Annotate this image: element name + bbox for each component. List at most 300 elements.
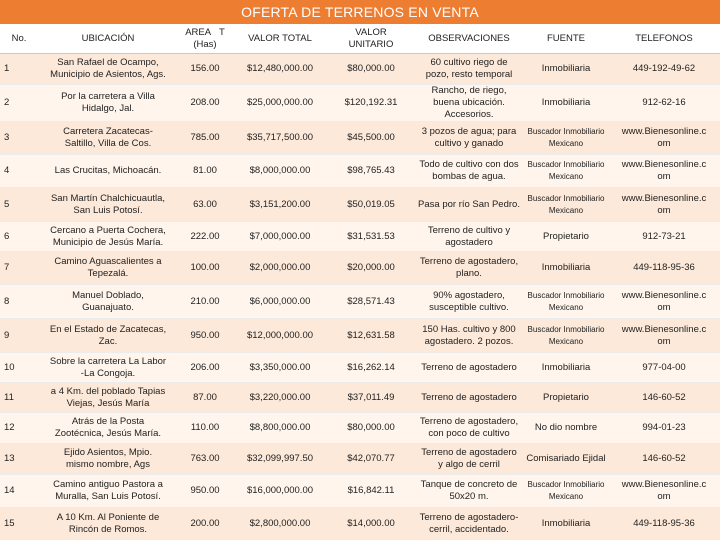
ubicacion-line1: Manuel Doblado, <box>72 289 144 301</box>
header-no: No. <box>0 24 38 54</box>
area-value: 785.00 <box>190 132 220 143</box>
observaciones-line2: agostadero. 2 pozos. <box>424 335 514 347</box>
ubicacion-line1: En el Estado de Zacatecas, <box>49 323 167 335</box>
cell-fuente <box>524 444 608 475</box>
valor-unitario-value: $120,192.31 <box>344 97 398 108</box>
fuente-line2: Mexicano <box>548 336 584 346</box>
fuente-line1: Inmobiliaria <box>541 262 591 273</box>
cell-ubicacion <box>38 319 178 353</box>
observaciones-line1: 150 Has. cultivo y 800 <box>422 323 516 335</box>
observaciones-line2: con poco de cultivo <box>428 428 510 439</box>
ubicacion-line2: Zootécnica, Jesús María. <box>54 428 162 439</box>
cell-telefonos <box>608 85 720 122</box>
ubicacion-line2: Muralla, San Luis Potosí. <box>55 491 161 502</box>
valor-total-value: $8,000,000.00 <box>249 165 311 176</box>
table-body <box>0 54 720 540</box>
valor-total-value: $7,000,000.00 <box>249 230 311 242</box>
valor-total-value: $2,000,000.00 <box>249 262 311 273</box>
observaciones-line3: Accesorios. <box>444 109 494 120</box>
cell-telefonos <box>608 252 720 285</box>
telefono-line1: www.Bienesonline.c <box>621 126 707 137</box>
cell-ubicacion <box>38 285 178 319</box>
cell-valor-unitario <box>328 155 414 188</box>
table-row <box>0 54 720 85</box>
valor-unitario-value: $16,842.11 <box>347 485 395 496</box>
header-valor-unitario-line1: VALOR <box>355 26 387 38</box>
fuente-line1: Buscador Inmobiliario <box>527 127 605 136</box>
observaciones-line1: Terreno de agostadero <box>421 447 517 458</box>
cell-telefonos <box>608 475 720 508</box>
observaciones-line1: Terreno de agostadero, <box>419 416 519 427</box>
telefono-line1: 146-60-52 <box>642 391 686 403</box>
valor-total-value: $25,000,000.00 <box>246 97 314 108</box>
table-row <box>0 122 720 155</box>
cell-observaciones <box>414 383 524 413</box>
cell-telefonos <box>608 122 720 155</box>
cell-area <box>178 444 232 475</box>
cell-area <box>178 383 232 413</box>
cell-area <box>178 319 232 353</box>
cell-valor-total <box>232 508 328 540</box>
fuente-line2: Mexicano <box>548 139 584 148</box>
cell-observaciones <box>414 155 524 188</box>
cell-valor-unitario <box>328 122 414 155</box>
fuente-line1: No dio nombre <box>534 422 598 433</box>
ubicacion-line1: Sobre la carretera La Labor <box>49 355 167 367</box>
cell-valor-total <box>232 353 328 383</box>
telefono-line1: 994-01-23 <box>642 422 686 433</box>
cell-telefonos <box>608 508 720 540</box>
ubicacion-line1: Cercano a Puerta Cochera, <box>50 224 166 236</box>
row-number: 1 <box>4 63 10 74</box>
cell-observaciones <box>414 285 524 319</box>
telefono-line1: 146-60-52 <box>642 453 686 464</box>
table-row <box>0 252 720 285</box>
telefono-line2: om <box>657 171 671 182</box>
telefono-line2: om <box>657 491 671 502</box>
cell-telefonos <box>608 444 720 475</box>
table-row <box>0 508 720 540</box>
cell-valor-total <box>232 475 328 508</box>
valor-unitario-value: $28,571.43 <box>347 295 395 307</box>
fuente-line1: Inmobiliaria <box>541 63 591 74</box>
cell-telefonos <box>608 353 720 383</box>
cell-valor-unitario <box>328 285 414 319</box>
cell-no <box>0 85 38 122</box>
observaciones-line1: Todo de cultivo con dos <box>419 159 519 170</box>
observaciones-line1: Terreno de cultivo y <box>427 224 511 236</box>
cell-ubicacion <box>38 475 178 508</box>
ubicacion-line2: San Luis Potosí. <box>73 204 143 216</box>
area-value: 950.00 <box>190 485 220 496</box>
telefono-line1: 449-192-49-62 <box>632 63 696 74</box>
fuente-line2: Mexicano <box>548 302 584 312</box>
telefono-line2: om <box>657 204 671 216</box>
row-number: 4 <box>4 165 10 176</box>
cell-area <box>178 252 232 285</box>
table-row <box>0 383 720 413</box>
cell-area <box>178 475 232 508</box>
row-number: 6 <box>4 230 10 242</box>
cell-area <box>178 353 232 383</box>
valor-total-value: $32,099,997.50 <box>246 453 314 464</box>
cell-valor-total <box>232 413 328 444</box>
cell-valor-unitario <box>328 85 414 122</box>
area-value: 63.00 <box>193 198 217 210</box>
area-value: 81.00 <box>193 165 217 176</box>
cell-valor-unitario <box>328 222 414 252</box>
cell-observaciones <box>414 85 524 122</box>
cell-valor-total <box>232 54 328 85</box>
valor-total-value: $2,800,000.00 <box>249 517 311 529</box>
valor-unitario-value: $80,000.00 <box>347 422 395 433</box>
ubicacion-line2: Zac. <box>98 335 118 347</box>
ubicacion-line2: Saltillo, Villa de Cos. <box>64 138 152 149</box>
fuente-line1: Buscador Inmobiliario <box>527 160 605 169</box>
cell-telefonos <box>608 188 720 222</box>
row-number: 9 <box>4 329 10 341</box>
ubicacion-line2: mismo nombre, Ags <box>66 459 150 470</box>
cell-ubicacion <box>38 222 178 252</box>
cell-no <box>0 155 38 188</box>
cell-area <box>178 122 232 155</box>
cell-no <box>0 188 38 222</box>
table-row <box>0 475 720 508</box>
cell-no <box>0 222 38 252</box>
ubicacion-line2: Tepezalá. <box>87 268 129 279</box>
cell-fuente <box>524 508 608 540</box>
observaciones-line2: bombas de agua. <box>432 171 506 182</box>
area-value: 763.00 <box>190 453 220 464</box>
row-number: 5 <box>4 198 10 210</box>
area-value: 200.00 <box>190 517 220 529</box>
cell-observaciones <box>414 444 524 475</box>
valor-total-value: $35,717,500.00 <box>246 132 314 143</box>
fuente-line2: Mexicano <box>548 205 584 215</box>
cell-valor-total <box>232 188 328 222</box>
observaciones-line2: pozo, resto temporal <box>425 69 513 80</box>
area-value: 210.00 <box>190 295 220 307</box>
cell-ubicacion <box>38 188 178 222</box>
area-value: 110.00 <box>190 422 220 433</box>
cell-valor-total <box>232 122 328 155</box>
area-value: 950.00 <box>190 329 220 341</box>
area-value: 100.00 <box>190 262 220 273</box>
fuente-line1: Comisariado Ejidal <box>526 453 606 464</box>
header-area-unit: (Has) <box>193 38 217 50</box>
telefono-line1: www.Bienesonline.c <box>621 159 707 170</box>
row-number: 8 <box>4 295 10 307</box>
cell-no <box>0 319 38 353</box>
fuente-line2: Mexicano <box>548 492 584 501</box>
observaciones-line1: Terreno de agostadero <box>421 391 517 403</box>
valor-unitario-value: $31,531.53 <box>347 230 395 242</box>
cell-fuente <box>524 85 608 122</box>
ubicacion-line1: San Martín Chalchicuautla, <box>50 192 166 204</box>
cell-telefonos <box>608 222 720 252</box>
ubicacion-line1: Camino antiguo Pastora a <box>53 479 163 490</box>
cell-fuente <box>524 155 608 188</box>
cell-no <box>0 252 38 285</box>
valor-total-value: $3,350,000.00 <box>249 361 311 373</box>
cell-area <box>178 155 232 188</box>
observaciones-line2: y algo de cerril <box>438 459 500 470</box>
cell-fuente <box>524 222 608 252</box>
cell-no <box>0 413 38 444</box>
valor-total-value: $16,000,000.00 <box>246 485 314 496</box>
cell-observaciones <box>414 475 524 508</box>
table-row <box>0 319 720 353</box>
header-ubicacion: UBICACIÓN <box>38 24 178 54</box>
ubicacion-line1: San Rafael de Ocampo, <box>57 57 159 68</box>
cell-telefonos <box>608 54 720 85</box>
ubicacion-line2: Municipio de Asientos, Ags. <box>50 69 166 80</box>
valor-unitario-value: $16,262.14 <box>347 361 395 373</box>
cell-valor-total <box>232 252 328 285</box>
observaciones-line1: Terreno de agostadero <box>421 361 517 373</box>
telefono-line1: 912-62-16 <box>642 97 686 108</box>
cell-observaciones <box>414 508 524 540</box>
cell-observaciones <box>414 54 524 85</box>
header-row <box>0 24 720 54</box>
telefono-line1: 912-73-21 <box>642 230 686 242</box>
table-row <box>0 413 720 444</box>
cell-fuente <box>524 285 608 319</box>
header-valor-unitario-line2: UNITARIO <box>348 38 394 50</box>
valor-unitario-value: $14,000.00 <box>347 517 395 529</box>
cell-valor-unitario <box>328 413 414 444</box>
row-number: 10 <box>4 361 15 373</box>
cell-valor-total <box>232 444 328 475</box>
ubicacion-line2: -La Congoja. <box>80 367 136 379</box>
ubicacion-line2: Viejas, Jesús María <box>66 397 150 409</box>
cell-area <box>178 85 232 122</box>
observaciones-line2: agostadero <box>445 236 493 248</box>
row-number: 15 <box>4 517 15 529</box>
cell-telefonos <box>608 285 720 319</box>
area-value: 87.00 <box>193 391 217 403</box>
ubicacion-line2: Guanajuato. <box>82 301 134 313</box>
header-valor-unitario <box>328 24 414 54</box>
cell-area <box>178 508 232 540</box>
cell-ubicacion <box>38 444 178 475</box>
valor-unitario-value: $20,000.00 <box>347 262 395 273</box>
observaciones-line1: 90% agostadero, <box>433 289 505 301</box>
cell-ubicacion <box>38 508 178 540</box>
table-row <box>0 285 720 319</box>
observaciones-line2: 50x20 m. <box>449 491 489 502</box>
valor-unitario-value: $45,500.00 <box>347 132 395 143</box>
table-row <box>0 155 720 188</box>
ubicacion-line1: Por la carretera a Villa <box>61 91 155 102</box>
valor-total-value: $3,151,200.00 <box>249 198 311 210</box>
cell-no <box>0 475 38 508</box>
cell-valor-unitario <box>328 353 414 383</box>
cell-telefonos <box>608 413 720 444</box>
ubicacion-line1: Atrás de la Posta <box>71 416 145 427</box>
cell-no <box>0 122 38 155</box>
valor-unitario-value: $98,765.43 <box>347 165 395 176</box>
observaciones-line1: Terreno de agostadero, <box>419 256 519 267</box>
cell-observaciones <box>414 222 524 252</box>
cell-fuente <box>524 353 608 383</box>
observaciones-line1: Pasa por río San Pedro. <box>418 198 520 210</box>
ubicacion-line2: Hidalgo, Jal. <box>81 103 135 114</box>
row-number: 12 <box>4 422 15 433</box>
ubicacion-line1: Ejido Asientos, Mpio. <box>63 447 153 458</box>
header-fuente: FUENTE <box>524 24 608 54</box>
observaciones-line1: Tanque de concreto de <box>420 479 518 490</box>
cell-valor-unitario <box>328 383 414 413</box>
valor-unitario-value: $12,631.58 <box>347 329 395 341</box>
cell-no <box>0 444 38 475</box>
cell-ubicacion <box>38 252 178 285</box>
cell-valor-total <box>232 319 328 353</box>
cell-ubicacion <box>38 54 178 85</box>
fuente-line1: Propietario <box>543 230 589 242</box>
land-offer-table <box>0 24 720 540</box>
fuente-line1: Buscador Inmobiliario <box>527 480 605 489</box>
observaciones-line2: buena ubicación. <box>433 97 505 108</box>
observaciones-line1: Terreno de agostadero- <box>419 511 519 523</box>
ubicacion-line2: Rincón de Romos. <box>68 523 148 535</box>
cell-observaciones <box>414 188 524 222</box>
cell-area <box>178 285 232 319</box>
valor-total-value: $6,000,000.00 <box>249 295 311 307</box>
valor-total-value: $8,800,000.00 <box>249 422 311 433</box>
ubicacion-line2: Municipio de Jesús María. <box>52 236 164 248</box>
cell-fuente <box>524 319 608 353</box>
cell-valor-total <box>232 155 328 188</box>
telefono-line1: www.Bienesonline.c <box>621 479 707 490</box>
cell-no <box>0 508 38 540</box>
table-row <box>0 222 720 252</box>
cell-observaciones <box>414 413 524 444</box>
row-number: 13 <box>4 453 15 464</box>
fuente-line2: Mexicano <box>548 172 584 181</box>
table-row <box>0 188 720 222</box>
row-number: 7 <box>4 262 10 273</box>
observaciones-line2: susceptible cultivo. <box>429 301 509 313</box>
observaciones-line2: plano. <box>456 268 482 279</box>
cell-fuente <box>524 383 608 413</box>
ubicacion-line1: Carretera Zacatecas- <box>63 126 153 137</box>
cell-area <box>178 413 232 444</box>
fuente-line1: Buscador Inmobiliario <box>527 324 605 334</box>
valor-total-value: $3,220,000.00 <box>249 391 311 403</box>
header-area-label: AREA <box>185 26 212 38</box>
observaciones-line2: cultivo y ganado <box>434 138 504 149</box>
fuente-line1: Inmobiliaria <box>541 517 591 529</box>
ubicacion-line1: Las Crucitas, Michoacán. <box>54 165 162 176</box>
area-value: 222.00 <box>190 230 220 242</box>
cell-valor-unitario <box>328 444 414 475</box>
cell-no <box>0 383 38 413</box>
header-area <box>178 24 232 54</box>
cell-valor-total <box>232 285 328 319</box>
area-value: 206.00 <box>190 361 220 373</box>
cell-telefonos <box>608 319 720 353</box>
fuente-line1: Buscador Inmobiliario <box>527 193 605 203</box>
cell-valor-unitario <box>328 188 414 222</box>
fuente-line1: Inmobiliaria <box>541 97 591 108</box>
telefono-line1: 977-04-00 <box>642 361 686 373</box>
valor-total-value: $12,480,000.00 <box>246 63 314 74</box>
fuente-line1: Propietario <box>543 391 589 403</box>
cell-valor-total <box>232 222 328 252</box>
cell-ubicacion <box>38 353 178 383</box>
ubicacion-line1: A 10 Km. Al Poniente de <box>56 511 160 523</box>
cell-valor-total <box>232 383 328 413</box>
cell-area <box>178 188 232 222</box>
telefono-line1: www.Bienesonline.c <box>621 192 707 204</box>
cell-area <box>178 54 232 85</box>
telefono-line2: om <box>657 301 671 313</box>
page-title: OFERTA DE TERRENOS EN VENTA <box>0 0 720 24</box>
cell-fuente <box>524 475 608 508</box>
table-row <box>0 353 720 383</box>
telefono-line2: om <box>657 335 671 347</box>
cell-ubicacion <box>38 122 178 155</box>
cell-ubicacion <box>38 413 178 444</box>
telefono-line1: www.Bienesonline.c <box>621 289 707 301</box>
fuente-line1: Inmobiliaria <box>541 361 591 373</box>
cell-no <box>0 285 38 319</box>
cell-observaciones <box>414 252 524 285</box>
area-value: 208.00 <box>190 97 220 108</box>
ubicacion-line1: Camino Aguascalientes a <box>54 256 162 267</box>
cell-ubicacion <box>38 155 178 188</box>
cell-valor-unitario <box>328 508 414 540</box>
cell-valor-unitario <box>328 319 414 353</box>
observaciones-line1: 60 cultivo riego de <box>430 57 508 68</box>
telefono-line1: 449-118-95-36 <box>633 262 695 273</box>
cell-ubicacion <box>38 383 178 413</box>
valor-unitario-value: $50,019.05 <box>347 198 395 210</box>
cell-fuente <box>524 413 608 444</box>
cell-fuente <box>524 188 608 222</box>
valor-unitario-value: $37,011.49 <box>347 391 395 403</box>
valor-unitario-value: $80,000.00 <box>347 63 395 74</box>
observaciones-line2: cerril, accidentado. <box>429 523 509 535</box>
cell-valor-unitario <box>328 54 414 85</box>
row-number: 14 <box>4 485 15 496</box>
header-valor-total: VALOR TOTAL <box>232 24 328 54</box>
cell-observaciones <box>414 122 524 155</box>
area-value: 156.00 <box>190 63 220 74</box>
cell-ubicacion <box>38 85 178 122</box>
cell-valor-unitario <box>328 475 414 508</box>
table-row <box>0 444 720 475</box>
valor-unitario-value: $42,070.77 <box>347 453 395 464</box>
cell-valor-unitario <box>328 252 414 285</box>
fuente-line1: Buscador Inmobiliario <box>527 290 605 300</box>
row-number: 2 <box>4 97 10 108</box>
cell-fuente <box>524 252 608 285</box>
cell-valor-total <box>232 85 328 122</box>
valor-total-value: $12,000,000.00 <box>246 329 314 341</box>
cell-telefonos <box>608 155 720 188</box>
cell-area <box>178 222 232 252</box>
cell-telefonos <box>608 383 720 413</box>
row-number: 11 <box>4 391 14 403</box>
header-observaciones: OBSERVACIONES <box>414 24 524 54</box>
header-area-extra: T <box>218 26 225 38</box>
telefono-line1: www.Bienesonline.c <box>621 323 707 335</box>
row-number: 3 <box>4 132 10 143</box>
header-telefonos: TELEFONOS <box>608 24 720 54</box>
cell-fuente <box>524 54 608 85</box>
